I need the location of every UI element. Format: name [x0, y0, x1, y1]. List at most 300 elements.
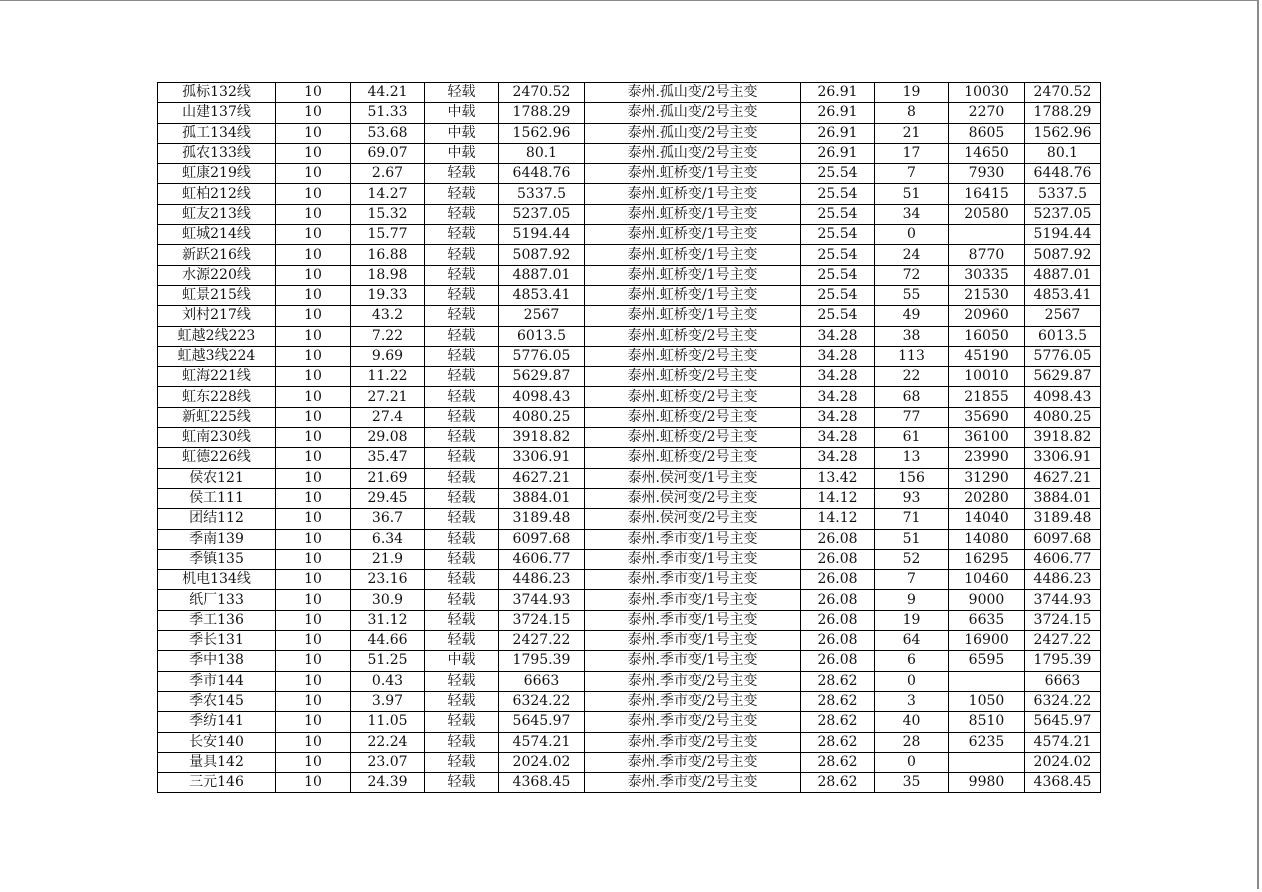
voltage-cell: 10 — [276, 184, 351, 204]
load-status-cell: 轻载 — [425, 225, 499, 245]
voltage-cell: 10 — [276, 671, 351, 691]
remaining-capacity-cell: 4627.21 — [1025, 468, 1101, 488]
remaining-capacity-cell: 2427.22 — [1025, 631, 1101, 651]
user-count-cell: 0 — [875, 671, 949, 691]
voltage-cell: 10 — [276, 326, 351, 346]
installed-capacity-cell: 21530 — [949, 285, 1025, 305]
installed-capacity-cell: 8770 — [949, 245, 1025, 265]
transformer-load-rate-cell: 34.28 — [801, 387, 875, 407]
transformer-load-rate-cell: 26.91 — [801, 123, 875, 143]
load-rate-cell: 14.27 — [351, 184, 425, 204]
table-row — [158, 590, 1101, 610]
transformer-load-rate-cell: 26.91 — [801, 143, 875, 163]
transformer-load-rate-cell: 26.08 — [801, 590, 875, 610]
load-status-cell: 轻载 — [425, 83, 499, 103]
line-name-cell: 侯工111 — [158, 488, 276, 508]
table-row — [158, 387, 1101, 407]
transformer-load-rate-cell: 26.08 — [801, 529, 875, 549]
remaining-capacity-cell: 6013.5 — [1025, 326, 1101, 346]
installed-capacity-cell: 35690 — [949, 407, 1025, 427]
load-status-cell: 轻载 — [425, 367, 499, 387]
load-status-cell: 中载 — [425, 651, 499, 671]
substation-transformer-cell: 泰州.虹桥变/1号主变 — [585, 265, 801, 285]
line-name-cell: 水源220线 — [158, 265, 276, 285]
remaining-capacity-cell: 1562.96 — [1025, 123, 1101, 143]
substation-transformer-cell: 泰州.季市变/2号主变 — [585, 671, 801, 691]
transformer-load-rate-cell: 14.12 — [801, 509, 875, 529]
line-name-cell: 季农145 — [158, 691, 276, 711]
transformer-load-rate-cell: 28.62 — [801, 671, 875, 691]
load-rate-cell: 11.05 — [351, 712, 425, 732]
voltage-cell: 10 — [276, 549, 351, 569]
load-rate-cell: 44.21 — [351, 83, 425, 103]
available-capacity-cell: 3306.91 — [499, 448, 585, 468]
user-count-cell: 13 — [875, 448, 949, 468]
transformer-load-rate-cell: 34.28 — [801, 367, 875, 387]
available-capacity-cell: 3884.01 — [499, 488, 585, 508]
available-capacity-cell: 3918.82 — [499, 428, 585, 448]
transformer-load-rate-cell: 26.08 — [801, 610, 875, 630]
transformer-load-rate-cell: 28.62 — [801, 773, 875, 793]
available-capacity-cell: 5776.05 — [499, 346, 585, 366]
table-row — [158, 123, 1101, 143]
load-status-cell: 轻载 — [425, 448, 499, 468]
line-name-cell: 虹南230线 — [158, 428, 276, 448]
available-capacity-cell: 2567 — [499, 306, 585, 326]
table-row — [158, 306, 1101, 326]
load-rate-cell: 69.07 — [351, 143, 425, 163]
installed-capacity-cell: 30335 — [949, 265, 1025, 285]
load-status-cell: 轻载 — [425, 671, 499, 691]
installed-capacity-cell — [949, 671, 1025, 691]
table-row — [158, 245, 1101, 265]
available-capacity-cell: 1562.96 — [499, 123, 585, 143]
line-name-cell: 团结112 — [158, 509, 276, 529]
table-row — [158, 367, 1101, 387]
voltage-cell: 10 — [276, 448, 351, 468]
user-count-cell: 0 — [875, 225, 949, 245]
load-rate-cell: 29.08 — [351, 428, 425, 448]
installed-capacity-cell: 6635 — [949, 610, 1025, 630]
load-rate-cell: 2.67 — [351, 164, 425, 184]
user-count-cell: 7 — [875, 570, 949, 590]
load-rate-cell: 15.77 — [351, 225, 425, 245]
line-name-cell: 季长131 — [158, 631, 276, 651]
remaining-capacity-cell: 3306.91 — [1025, 448, 1101, 468]
load-status-cell: 中载 — [425, 103, 499, 123]
line-name-cell: 虹康219线 — [158, 164, 276, 184]
voltage-cell: 10 — [276, 306, 351, 326]
transformer-load-rate-cell: 26.08 — [801, 549, 875, 569]
voltage-cell: 10 — [276, 428, 351, 448]
user-count-cell: 7 — [875, 164, 949, 184]
load-rate-cell: 7.22 — [351, 326, 425, 346]
transformer-load-rate-cell: 26.91 — [801, 103, 875, 123]
load-status-cell: 轻载 — [425, 610, 499, 630]
user-count-cell: 55 — [875, 285, 949, 305]
substation-transformer-cell: 泰州.侯河变/2号主变 — [585, 488, 801, 508]
load-status-cell: 轻载 — [425, 407, 499, 427]
remaining-capacity-cell: 3724.15 — [1025, 610, 1101, 630]
substation-transformer-cell: 泰州.虹桥变/2号主变 — [585, 367, 801, 387]
available-capacity-cell: 6013.5 — [499, 326, 585, 346]
voltage-cell: 10 — [276, 691, 351, 711]
line-name-cell: 新跃216线 — [158, 245, 276, 265]
load-rate-cell: 27.4 — [351, 407, 425, 427]
table-row — [158, 631, 1101, 651]
remaining-capacity-cell: 80.1 — [1025, 143, 1101, 163]
voltage-cell: 10 — [276, 529, 351, 549]
installed-capacity-cell: 45190 — [949, 346, 1025, 366]
user-count-cell: 113 — [875, 346, 949, 366]
voltage-cell: 10 — [276, 83, 351, 103]
available-capacity-cell: 4887.01 — [499, 265, 585, 285]
table-row — [158, 732, 1101, 752]
installed-capacity-cell: 16295 — [949, 549, 1025, 569]
user-count-cell: 8 — [875, 103, 949, 123]
table-row — [158, 285, 1101, 305]
voltage-cell: 10 — [276, 265, 351, 285]
table-row — [158, 184, 1101, 204]
table-row — [158, 428, 1101, 448]
load-status-cell: 轻载 — [425, 164, 499, 184]
table-row — [158, 488, 1101, 508]
installed-capacity-cell: 36100 — [949, 428, 1025, 448]
remaining-capacity-cell: 6448.76 — [1025, 164, 1101, 184]
installed-capacity-cell: 21855 — [949, 387, 1025, 407]
load-status-cell: 轻载 — [425, 488, 499, 508]
line-name-cell: 山建137线 — [158, 103, 276, 123]
substation-transformer-cell: 泰州.季市变/2号主变 — [585, 773, 801, 793]
transformer-load-rate-cell: 25.54 — [801, 184, 875, 204]
substation-transformer-cell: 泰州.虹桥变/1号主变 — [585, 204, 801, 224]
voltage-cell: 10 — [276, 407, 351, 427]
available-capacity-cell: 6097.68 — [499, 529, 585, 549]
load-rate-cell: 36.7 — [351, 509, 425, 529]
substation-transformer-cell: 泰州.季市变/2号主变 — [585, 712, 801, 732]
installed-capacity-cell: 10010 — [949, 367, 1025, 387]
remaining-capacity-cell: 3918.82 — [1025, 428, 1101, 448]
available-capacity-cell: 5237.05 — [499, 204, 585, 224]
load-rate-cell: 0.43 — [351, 671, 425, 691]
user-count-cell: 22 — [875, 367, 949, 387]
transformer-load-rate-cell: 34.28 — [801, 346, 875, 366]
load-status-cell: 轻载 — [425, 245, 499, 265]
transformer-load-rate-cell: 25.54 — [801, 204, 875, 224]
installed-capacity-cell — [949, 752, 1025, 772]
substation-transformer-cell: 泰州.虹桥变/2号主变 — [585, 448, 801, 468]
load-rate-cell: 6.34 — [351, 529, 425, 549]
installed-capacity-cell: 1050 — [949, 691, 1025, 711]
transformer-load-rate-cell: 26.91 — [801, 83, 875, 103]
installed-capacity-cell: 23990 — [949, 448, 1025, 468]
installed-capacity-cell: 2270 — [949, 103, 1025, 123]
table-row — [158, 225, 1101, 245]
load-rate-cell: 51.25 — [351, 651, 425, 671]
substation-transformer-cell: 泰州.虹桥变/2号主变 — [585, 428, 801, 448]
table-row — [158, 671, 1101, 691]
load-rate-cell: 23.16 — [351, 570, 425, 590]
voltage-cell: 10 — [276, 123, 351, 143]
line-name-cell: 长安140 — [158, 732, 276, 752]
transformer-load-rate-cell: 34.28 — [801, 448, 875, 468]
line-name-cell: 侯农121 — [158, 468, 276, 488]
available-capacity-cell: 5629.87 — [499, 367, 585, 387]
user-count-cell: 68 — [875, 387, 949, 407]
load-rate-cell: 29.45 — [351, 488, 425, 508]
voltage-cell: 10 — [276, 204, 351, 224]
available-capacity-cell: 4606.77 — [499, 549, 585, 569]
table-row — [158, 204, 1101, 224]
transformer-load-rate-cell: 28.62 — [801, 691, 875, 711]
remaining-capacity-cell: 6324.22 — [1025, 691, 1101, 711]
substation-transformer-cell: 泰州.孤山变/2号主变 — [585, 103, 801, 123]
user-count-cell: 64 — [875, 631, 949, 651]
load-status-cell: 轻载 — [425, 285, 499, 305]
line-name-cell: 虹景215线 — [158, 285, 276, 305]
line-name-cell: 季工136 — [158, 610, 276, 630]
transformer-load-rate-cell: 25.54 — [801, 285, 875, 305]
table-row — [158, 448, 1101, 468]
available-capacity-cell: 6324.22 — [499, 691, 585, 711]
remaining-capacity-cell: 4080.25 — [1025, 407, 1101, 427]
user-count-cell: 38 — [875, 326, 949, 346]
user-count-cell: 24 — [875, 245, 949, 265]
line-name-cell: 季镇135 — [158, 549, 276, 569]
load-status-cell: 轻载 — [425, 326, 499, 346]
substation-transformer-cell: 泰州.虹桥变/1号主变 — [585, 285, 801, 305]
load-rate-cell: 30.9 — [351, 590, 425, 610]
voltage-cell: 10 — [276, 631, 351, 651]
voltage-cell: 10 — [276, 651, 351, 671]
user-count-cell: 71 — [875, 509, 949, 529]
load-status-cell: 轻载 — [425, 346, 499, 366]
load-status-cell: 轻载 — [425, 590, 499, 610]
voltage-cell: 10 — [276, 468, 351, 488]
transformer-load-rate-cell: 25.54 — [801, 164, 875, 184]
remaining-capacity-cell: 4368.45 — [1025, 773, 1101, 793]
substation-transformer-cell: 泰州.季市变/2号主变 — [585, 752, 801, 772]
substation-transformer-cell: 泰州.季市变/2号主变 — [585, 691, 801, 711]
line-name-cell: 新虹225线 — [158, 407, 276, 427]
load-status-cell: 轻载 — [425, 529, 499, 549]
user-count-cell: 72 — [875, 265, 949, 285]
available-capacity-cell: 1795.39 — [499, 651, 585, 671]
line-name-cell: 孤农133线 — [158, 143, 276, 163]
installed-capacity-cell: 7930 — [949, 164, 1025, 184]
substation-transformer-cell: 泰州.孤山变/2号主变 — [585, 123, 801, 143]
available-capacity-cell: 4368.45 — [499, 773, 585, 793]
voltage-cell: 10 — [276, 610, 351, 630]
user-count-cell: 51 — [875, 529, 949, 549]
load-rate-cell: 21.9 — [351, 549, 425, 569]
remaining-capacity-cell: 1795.39 — [1025, 651, 1101, 671]
user-count-cell: 93 — [875, 488, 949, 508]
user-count-cell: 34 — [875, 204, 949, 224]
available-capacity-cell: 3744.93 — [499, 590, 585, 610]
load-status-cell: 轻载 — [425, 428, 499, 448]
user-count-cell: 9 — [875, 590, 949, 610]
installed-capacity-cell: 8605 — [949, 123, 1025, 143]
table-row — [158, 265, 1101, 285]
substation-transformer-cell: 泰州.虹桥变/2号主变 — [585, 346, 801, 366]
transformer-load-rate-cell: 26.08 — [801, 631, 875, 651]
remaining-capacity-cell: 5629.87 — [1025, 367, 1101, 387]
remaining-capacity-cell: 5194.44 — [1025, 225, 1101, 245]
load-rate-cell: 27.21 — [351, 387, 425, 407]
transformer-load-rate-cell: 13.42 — [801, 468, 875, 488]
voltage-cell: 10 — [276, 752, 351, 772]
installed-capacity-cell: 9000 — [949, 590, 1025, 610]
table-row — [158, 752, 1101, 772]
transformer-load-rate-cell: 34.28 — [801, 407, 875, 427]
remaining-capacity-cell: 3189.48 — [1025, 509, 1101, 529]
load-status-cell: 轻载 — [425, 468, 499, 488]
substation-transformer-cell: 泰州.季市变/1号主变 — [585, 570, 801, 590]
table-row — [158, 529, 1101, 549]
user-count-cell: 156 — [875, 468, 949, 488]
installed-capacity-cell: 9980 — [949, 773, 1025, 793]
table-row — [158, 346, 1101, 366]
load-rate-cell: 24.39 — [351, 773, 425, 793]
load-rate-cell: 35.47 — [351, 448, 425, 468]
table-row — [158, 570, 1101, 590]
table-row — [158, 164, 1101, 184]
remaining-capacity-cell: 4606.77 — [1025, 549, 1101, 569]
user-count-cell: 61 — [875, 428, 949, 448]
installed-capacity-cell: 14040 — [949, 509, 1025, 529]
voltage-cell: 10 — [276, 732, 351, 752]
load-rate-cell: 51.33 — [351, 103, 425, 123]
installed-capacity-cell: 31290 — [949, 468, 1025, 488]
voltage-cell: 10 — [276, 225, 351, 245]
remaining-capacity-cell: 2567 — [1025, 306, 1101, 326]
installed-capacity-cell: 6235 — [949, 732, 1025, 752]
voltage-cell: 10 — [276, 509, 351, 529]
remaining-capacity-cell: 4887.01 — [1025, 265, 1101, 285]
voltage-cell: 10 — [276, 103, 351, 123]
available-capacity-cell: 1788.29 — [499, 103, 585, 123]
user-count-cell: 35 — [875, 773, 949, 793]
available-capacity-cell: 5087.92 — [499, 245, 585, 265]
substation-transformer-cell: 泰州.侯河变/1号主变 — [585, 468, 801, 488]
available-capacity-cell: 3724.15 — [499, 610, 585, 630]
load-rate-cell: 11.22 — [351, 367, 425, 387]
line-name-cell: 季南139 — [158, 529, 276, 549]
load-rate-cell: 16.88 — [351, 245, 425, 265]
load-status-cell: 轻载 — [425, 631, 499, 651]
available-capacity-cell: 3189.48 — [499, 509, 585, 529]
substation-transformer-cell: 泰州.季市变/1号主变 — [585, 529, 801, 549]
load-status-cell: 轻载 — [425, 306, 499, 326]
remaining-capacity-cell: 4098.43 — [1025, 387, 1101, 407]
installed-capacity-cell: 16415 — [949, 184, 1025, 204]
line-name-cell: 虹越2线223 — [158, 326, 276, 346]
remaining-capacity-cell: 5645.97 — [1025, 712, 1101, 732]
load-status-cell: 轻载 — [425, 204, 499, 224]
user-count-cell: 6 — [875, 651, 949, 671]
load-status-cell: 轻载 — [425, 773, 499, 793]
line-name-cell: 孤工134线 — [158, 123, 276, 143]
user-count-cell: 49 — [875, 306, 949, 326]
transformer-load-rate-cell: 34.28 — [801, 428, 875, 448]
load-status-cell: 轻载 — [425, 549, 499, 569]
installed-capacity-cell: 6595 — [949, 651, 1025, 671]
transformer-load-rate-cell: 28.62 — [801, 712, 875, 732]
feeder-load-table — [157, 82, 1101, 793]
line-name-cell: 孤标132线 — [158, 83, 276, 103]
remaining-capacity-cell: 5237.05 — [1025, 204, 1101, 224]
remaining-capacity-cell: 1788.29 — [1025, 103, 1101, 123]
substation-transformer-cell: 泰州.虹桥变/1号主变 — [585, 164, 801, 184]
available-capacity-cell: 4627.21 — [499, 468, 585, 488]
substation-transformer-cell: 泰州.季市变/1号主变 — [585, 590, 801, 610]
load-rate-cell: 23.07 — [351, 752, 425, 772]
line-name-cell: 虹城214线 — [158, 225, 276, 245]
installed-capacity-cell: 8510 — [949, 712, 1025, 732]
load-rate-cell: 9.69 — [351, 346, 425, 366]
transformer-load-rate-cell: 14.12 — [801, 488, 875, 508]
table-row — [158, 610, 1101, 630]
table-row — [158, 83, 1101, 103]
user-count-cell: 19 — [875, 610, 949, 630]
remaining-capacity-cell: 5087.92 — [1025, 245, 1101, 265]
load-status-cell: 轻载 — [425, 732, 499, 752]
user-count-cell: 77 — [875, 407, 949, 427]
voltage-cell: 10 — [276, 590, 351, 610]
user-count-cell: 17 — [875, 143, 949, 163]
installed-capacity-cell: 16900 — [949, 631, 1025, 651]
substation-transformer-cell: 泰州.季市变/2号主变 — [585, 732, 801, 752]
table-row — [158, 691, 1101, 711]
load-status-cell: 中载 — [425, 123, 499, 143]
installed-capacity-cell: 14080 — [949, 529, 1025, 549]
transformer-load-rate-cell: 26.08 — [801, 651, 875, 671]
transformer-load-rate-cell: 26.08 — [801, 570, 875, 590]
available-capacity-cell: 4080.25 — [499, 407, 585, 427]
load-rate-cell: 31.12 — [351, 610, 425, 630]
voltage-cell: 10 — [276, 285, 351, 305]
voltage-cell: 10 — [276, 346, 351, 366]
table-body — [158, 83, 1101, 793]
voltage-cell: 10 — [276, 164, 351, 184]
substation-transformer-cell: 泰州.虹桥变/2号主变 — [585, 387, 801, 407]
voltage-cell: 10 — [276, 387, 351, 407]
load-status-cell: 轻载 — [425, 712, 499, 732]
table-row — [158, 326, 1101, 346]
table-row — [158, 407, 1101, 427]
available-capacity-cell: 5194.44 — [499, 225, 585, 245]
transformer-load-rate-cell: 28.62 — [801, 752, 875, 772]
remaining-capacity-cell: 6663 — [1025, 671, 1101, 691]
installed-capacity-cell: 16050 — [949, 326, 1025, 346]
transformer-load-rate-cell: 34.28 — [801, 326, 875, 346]
load-rate-cell: 44.66 — [351, 631, 425, 651]
substation-transformer-cell: 泰州.虹桥变/1号主变 — [585, 225, 801, 245]
substation-transformer-cell: 泰州.侯河变/2号主变 — [585, 509, 801, 529]
user-count-cell: 51 — [875, 184, 949, 204]
line-name-cell: 虹柏212线 — [158, 184, 276, 204]
installed-capacity-cell: 14650 — [949, 143, 1025, 163]
available-capacity-cell: 2470.52 — [499, 83, 585, 103]
line-name-cell: 虹越3线224 — [158, 346, 276, 366]
table-row — [158, 773, 1101, 793]
available-capacity-cell: 6448.76 — [499, 164, 585, 184]
remaining-capacity-cell: 2470.52 — [1025, 83, 1101, 103]
user-count-cell: 19 — [875, 83, 949, 103]
voltage-cell: 10 — [276, 245, 351, 265]
installed-capacity-cell: 20580 — [949, 204, 1025, 224]
